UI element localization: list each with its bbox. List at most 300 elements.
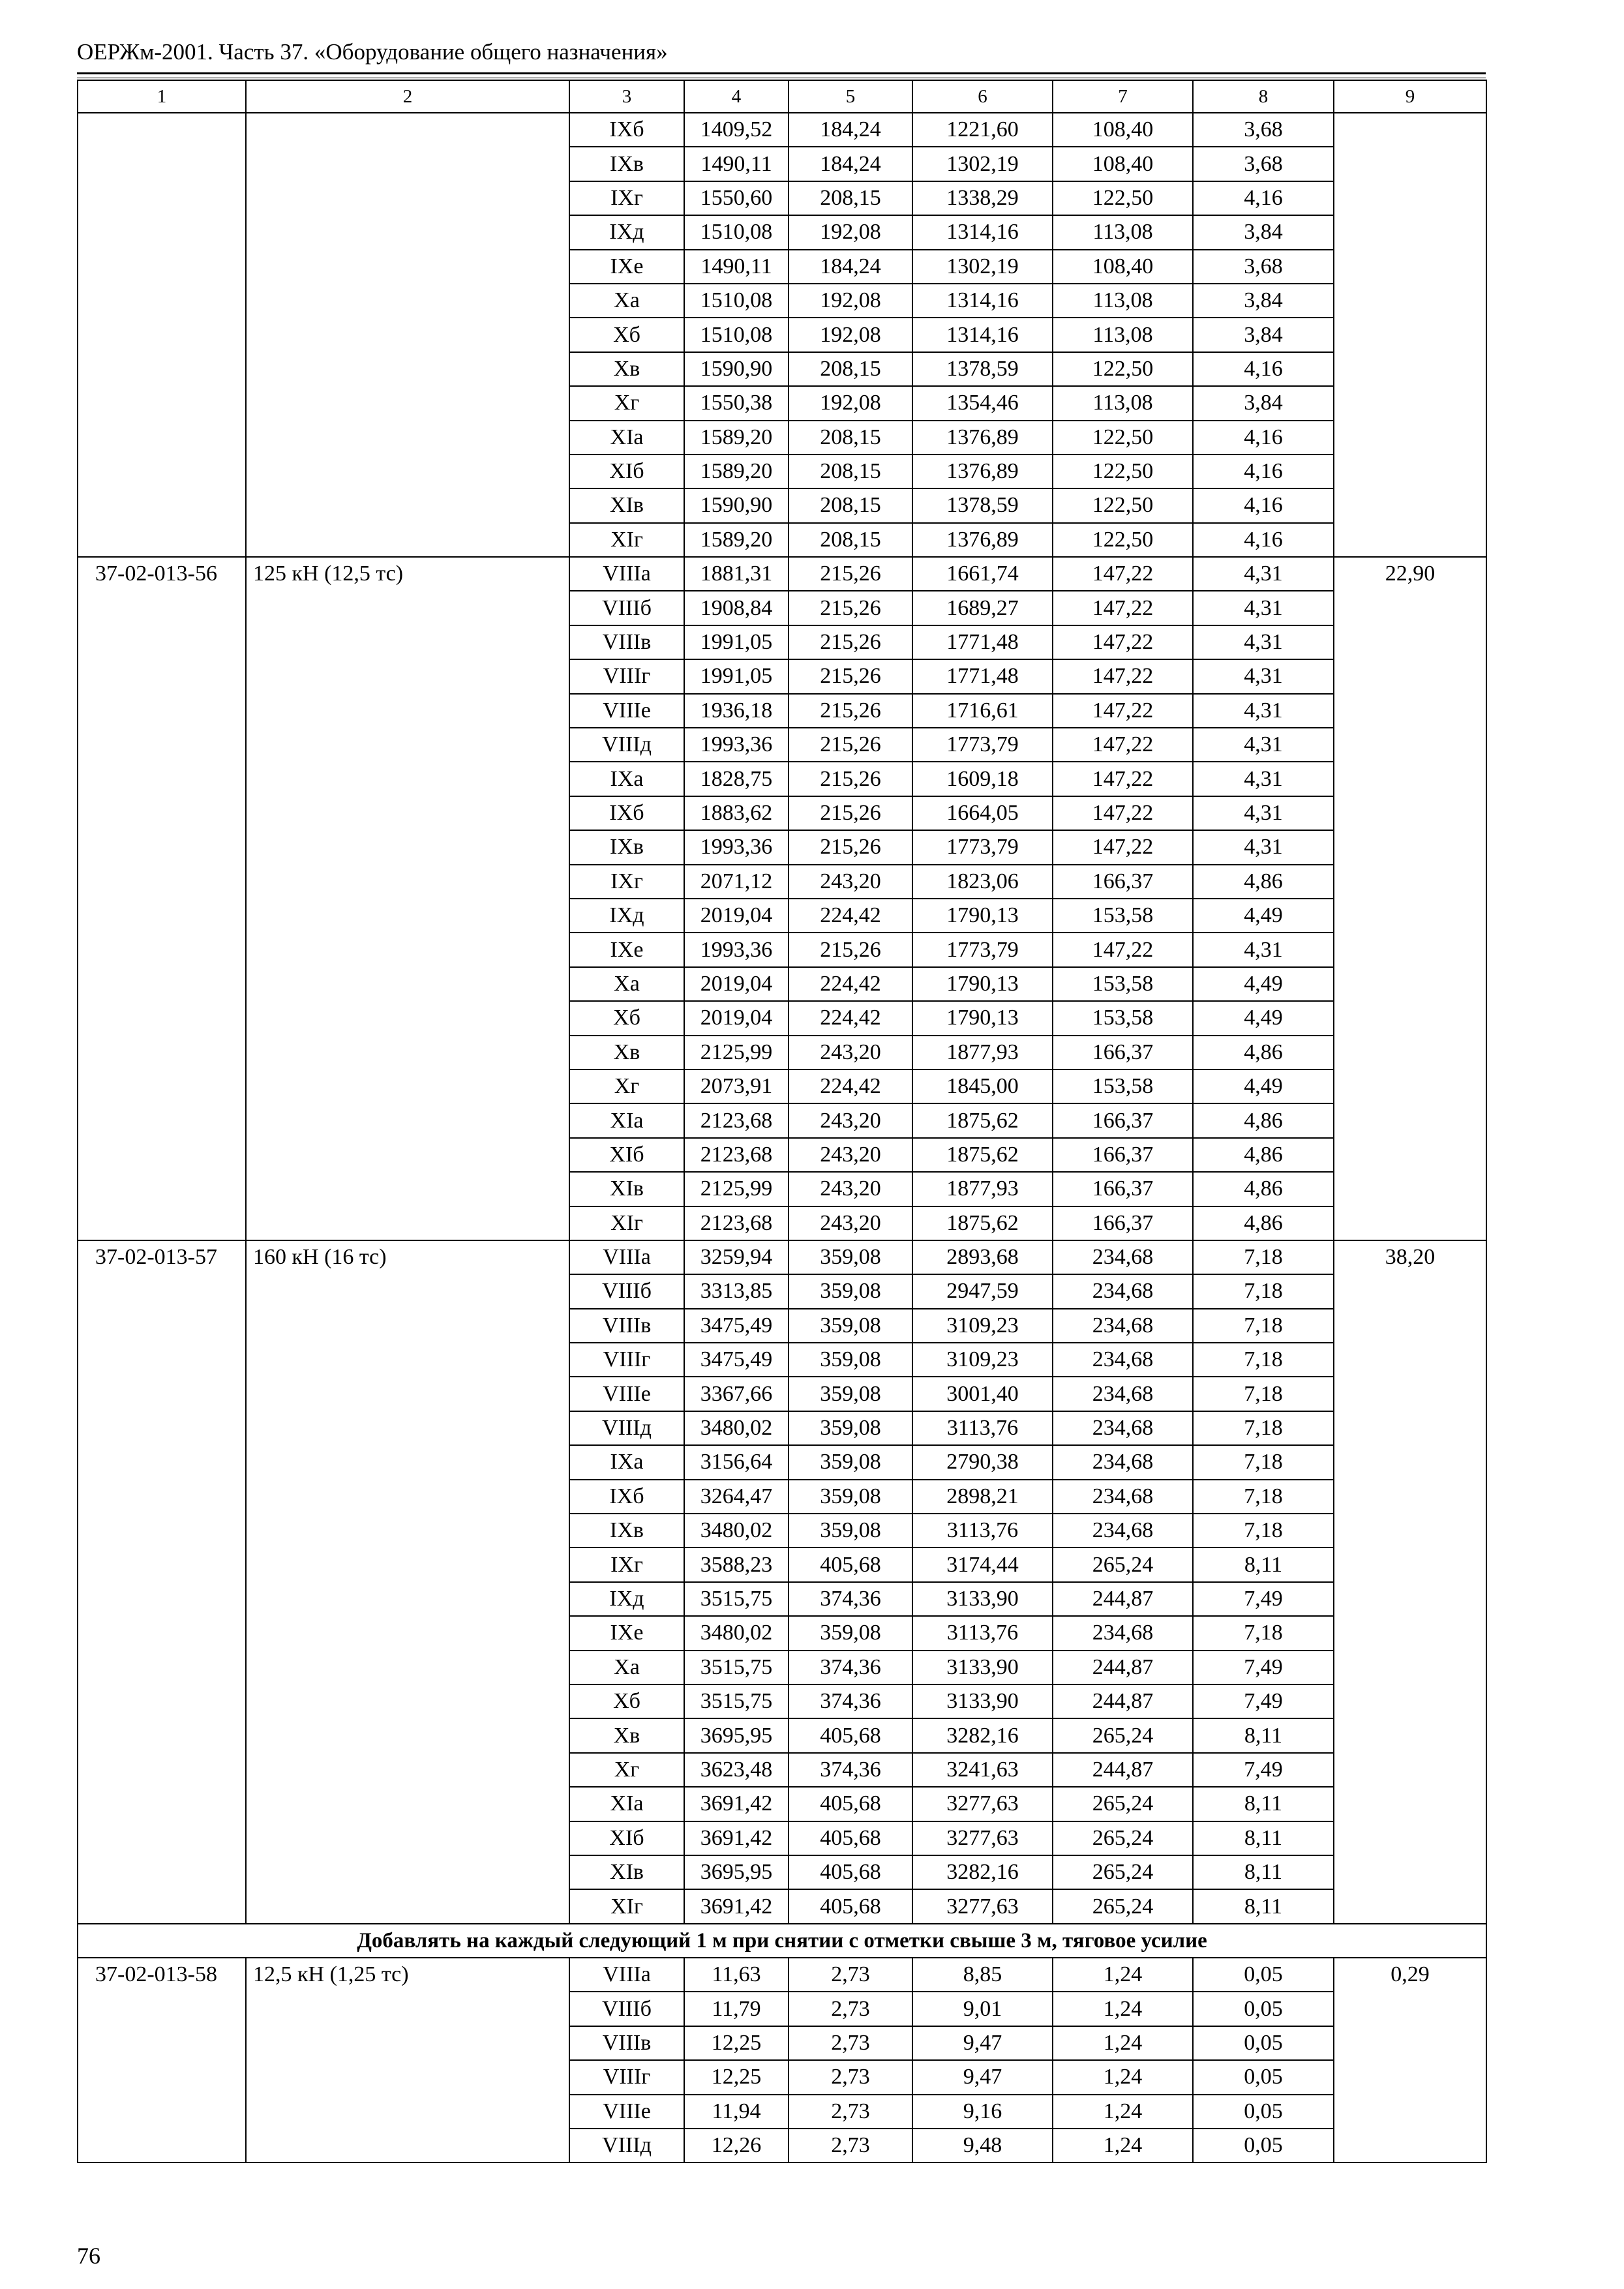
- total-cost: 1991,05: [684, 659, 789, 693]
- labor-hours: 7,49: [1193, 1582, 1334, 1616]
- wages: 359,08: [789, 1240, 912, 1274]
- total-cost: 3259,94: [684, 1240, 789, 1274]
- machine-cost: 1773,79: [912, 728, 1053, 762]
- wages: 359,08: [789, 1411, 912, 1445]
- zone-class: IXб: [569, 113, 684, 147]
- wages: 215,26: [789, 762, 912, 796]
- machine-cost: 3277,63: [912, 1821, 1053, 1855]
- machine-cost: 1302,19: [912, 250, 1053, 284]
- labor-hours: 3,84: [1193, 318, 1334, 352]
- machine-cost: 1790,13: [912, 967, 1053, 1001]
- wages: 359,08: [789, 1377, 912, 1411]
- machine-cost: 3113,76: [912, 1411, 1053, 1445]
- labor-hours: 3,84: [1193, 215, 1334, 249]
- total-cost: 3695,95: [684, 1718, 789, 1752]
- machinist-wages: 122,50: [1053, 523, 1193, 557]
- machine-cost: 1716,61: [912, 694, 1053, 728]
- total-cost: 3515,75: [684, 1651, 789, 1684]
- zone-class: IXб: [569, 1480, 684, 1514]
- machine-cost: 3113,76: [912, 1514, 1053, 1548]
- machine-cost: 1609,18: [912, 762, 1053, 796]
- machine-cost: 3174,44: [912, 1548, 1053, 1581]
- machine-cost: 9,47: [912, 2026, 1053, 2060]
- equipment-name: [246, 113, 569, 557]
- machinist-wages: 166,37: [1053, 1138, 1193, 1172]
- total-cost: 12,25: [684, 2060, 789, 2094]
- wages: 374,36: [789, 1582, 912, 1616]
- machinist-wages: 234,68: [1053, 1343, 1193, 1377]
- wages: 192,08: [789, 386, 912, 420]
- total-cost: 1589,20: [684, 523, 789, 557]
- machinist-wages: 244,87: [1053, 1651, 1193, 1684]
- zone-class: IXe: [569, 1616, 684, 1650]
- wages: 208,15: [789, 352, 912, 386]
- wages: 359,08: [789, 1343, 912, 1377]
- machine-cost: 9,16: [912, 2095, 1053, 2129]
- total-cost: 1881,31: [684, 557, 789, 591]
- total-cost: 1993,36: [684, 728, 789, 762]
- total-cost: 3691,42: [684, 1889, 789, 1923]
- zone-class: IXв: [569, 830, 684, 864]
- zone-class: VIIIa: [569, 557, 684, 591]
- machinist-wages: 265,24: [1053, 1548, 1193, 1581]
- total-cost: 3691,42: [684, 1787, 789, 1821]
- wages: 208,15: [789, 488, 912, 522]
- column-number: 3: [569, 80, 684, 113]
- rate-code: 37-02-013-57: [78, 1240, 246, 1924]
- machinist-wages: 166,37: [1053, 865, 1193, 899]
- wages: 2,73: [789, 2129, 912, 2162]
- wages: 2,73: [789, 2026, 912, 2060]
- labor-hours: 7,18: [1193, 1343, 1334, 1377]
- labor-hours: 8,11: [1193, 1718, 1334, 1752]
- table-row: [78, 113, 1486, 147]
- machinist-wages: 1,24: [1053, 1992, 1193, 2026]
- wages: 224,42: [789, 1070, 912, 1103]
- labor-hours: 7,18: [1193, 1377, 1334, 1411]
- wages: 405,68: [789, 1855, 912, 1889]
- zone-class: VIIIб: [569, 1992, 684, 2026]
- machine-cost: 1689,27: [912, 591, 1053, 625]
- labor-hours: 0,05: [1193, 2026, 1334, 2060]
- wages: 215,26: [789, 694, 912, 728]
- header-rule: [77, 72, 1486, 74]
- total-cost: 2071,12: [684, 865, 789, 899]
- machine-cost: 3133,90: [912, 1582, 1053, 1616]
- labor-hours: 8,11: [1193, 1787, 1334, 1821]
- total-cost: 3480,02: [684, 1616, 789, 1650]
- wages: 243,20: [789, 865, 912, 899]
- labor-hours: 4,86: [1193, 865, 1334, 899]
- section-note: Добавлять на каждый следующий 1 м при снятии с отметки свыше 3 м, тяговое усилие: [78, 1924, 1486, 1958]
- labor-hours: 4,86: [1193, 1138, 1334, 1172]
- wages: 243,20: [789, 1103, 912, 1137]
- zone-class: VIIIa: [569, 1240, 684, 1274]
- labor-hours: 0,05: [1193, 1958, 1334, 1992]
- total-cost: 2019,04: [684, 967, 789, 1001]
- wages: 192,08: [789, 215, 912, 249]
- machine-cost: 1845,00: [912, 1070, 1053, 1103]
- machinist-wages: 1,24: [1053, 2129, 1193, 2162]
- machinist-wages: 1,24: [1053, 1958, 1193, 1992]
- total-cost: 3623,48: [684, 1753, 789, 1787]
- wages: 215,26: [789, 625, 912, 659]
- total-cost: 3264,47: [684, 1480, 789, 1514]
- labor-hours: 4,31: [1193, 762, 1334, 796]
- machine-cost: 3133,90: [912, 1651, 1053, 1684]
- total-cost: 1510,08: [684, 284, 789, 318]
- machinist-wages: 147,22: [1053, 557, 1193, 591]
- machine-cost: 3109,23: [912, 1309, 1053, 1343]
- labor-hours: 3,68: [1193, 250, 1334, 284]
- labor-hours: 7,18: [1193, 1480, 1334, 1514]
- labor-hours: 8,11: [1193, 1548, 1334, 1581]
- wages: 208,15: [789, 523, 912, 557]
- total-cost: 11,63: [684, 1958, 789, 1992]
- machinist-wages: 108,40: [1053, 250, 1193, 284]
- rate-code: [78, 113, 246, 557]
- machinist-wages: 265,24: [1053, 1821, 1193, 1855]
- labor-hours: 0,05: [1193, 2060, 1334, 2094]
- zone-class: XIб: [569, 455, 684, 488]
- labor-hours: 7,18: [1193, 1411, 1334, 1445]
- labor-hours: 8,11: [1193, 1889, 1334, 1923]
- machinist-wages: 244,87: [1053, 1582, 1193, 1616]
- wages: 374,36: [789, 1684, 912, 1718]
- labor-hours: 4,31: [1193, 659, 1334, 693]
- machine-cost: 1378,59: [912, 352, 1053, 386]
- machine-cost: 1354,46: [912, 386, 1053, 420]
- wages: 208,15: [789, 181, 912, 215]
- machinist-wages: 265,24: [1053, 1718, 1193, 1752]
- total-cost: 1589,20: [684, 421, 789, 455]
- machine-cost: 3277,63: [912, 1787, 1053, 1821]
- column-number: 6: [912, 80, 1053, 113]
- zone-class: XIб: [569, 1138, 684, 1172]
- machine-cost: 3241,63: [912, 1753, 1053, 1787]
- wages: 2,73: [789, 1992, 912, 2026]
- zone-class: VIIIв: [569, 625, 684, 659]
- labor-hours: 3,84: [1193, 284, 1334, 318]
- machinist-wages: 147,22: [1053, 591, 1193, 625]
- total-cost: 2125,99: [684, 1172, 789, 1206]
- total-cost: 3515,75: [684, 1582, 789, 1616]
- total-cost: 1409,52: [684, 113, 789, 147]
- table-row: [78, 557, 1486, 591]
- zone-class: IXд: [569, 215, 684, 249]
- wages: 184,24: [789, 113, 912, 147]
- zone-class: XIг: [569, 1206, 684, 1240]
- machinist-wages: 234,68: [1053, 1274, 1193, 1308]
- machine-cost: 1875,62: [912, 1103, 1053, 1137]
- machine-cost: 1314,16: [912, 318, 1053, 352]
- labor-hours: 4,49: [1193, 1001, 1334, 1035]
- zone-class: IXд: [569, 1582, 684, 1616]
- machine-cost: 3282,16: [912, 1855, 1053, 1889]
- labor-hours: 4,49: [1193, 899, 1334, 933]
- total-cost: 1908,84: [684, 591, 789, 625]
- labor-hours: 4,31: [1193, 694, 1334, 728]
- wages: 243,20: [789, 1138, 912, 1172]
- zone-class: VIIIe: [569, 1377, 684, 1411]
- total-cost: 1590,90: [684, 352, 789, 386]
- machinist-wages: 122,50: [1053, 488, 1193, 522]
- zone-class: VIIIг: [569, 1343, 684, 1377]
- machine-cost: 1221,60: [912, 113, 1053, 147]
- equipment-mass: [1334, 113, 1486, 557]
- machinist-wages: 147,22: [1053, 659, 1193, 693]
- zone-class: VIIIг: [569, 2060, 684, 2094]
- labor-hours: 8,11: [1193, 1855, 1334, 1889]
- column-number: 9: [1334, 80, 1486, 113]
- labor-hours: 7,18: [1193, 1514, 1334, 1548]
- zone-class: IXв: [569, 147, 684, 181]
- total-cost: 1550,38: [684, 386, 789, 420]
- zone-class: IXб: [569, 796, 684, 830]
- total-cost: 1590,90: [684, 488, 789, 522]
- zone-class: VIIIг: [569, 659, 684, 693]
- wages: 2,73: [789, 2095, 912, 2129]
- labor-hours: 4,16: [1193, 181, 1334, 215]
- wages: 192,08: [789, 318, 912, 352]
- labor-hours: 4,16: [1193, 523, 1334, 557]
- machine-cost: 3109,23: [912, 1343, 1053, 1377]
- equipment-mass: 38,20: [1334, 1240, 1486, 1924]
- column-number: 2: [246, 80, 569, 113]
- total-cost: 1510,08: [684, 318, 789, 352]
- machinist-wages: 108,40: [1053, 147, 1193, 181]
- zone-class: XIa: [569, 421, 684, 455]
- equipment-name: 160 кН (16 тс): [246, 1240, 569, 1924]
- section-note-row: [78, 1924, 1486, 1958]
- machine-cost: 1875,62: [912, 1138, 1053, 1172]
- labor-hours: 3,84: [1193, 386, 1334, 420]
- machine-cost: 2790,38: [912, 1445, 1053, 1479]
- equipment-mass: 0,29: [1334, 1958, 1486, 2162]
- total-cost: 3515,75: [684, 1684, 789, 1718]
- zone-class: XIa: [569, 1787, 684, 1821]
- machinist-wages: 234,68: [1053, 1309, 1193, 1343]
- labor-hours: 7,18: [1193, 1616, 1334, 1650]
- wages: 184,24: [789, 250, 912, 284]
- labor-hours: 4,16: [1193, 421, 1334, 455]
- labor-hours: 7,18: [1193, 1445, 1334, 1479]
- labor-hours: 4,49: [1193, 967, 1334, 1001]
- column-number-row: [78, 80, 1486, 113]
- labor-hours: 4,16: [1193, 352, 1334, 386]
- machine-cost: 1376,89: [912, 421, 1053, 455]
- wages: 359,08: [789, 1480, 912, 1514]
- labor-hours: 7,18: [1193, 1309, 1334, 1343]
- total-cost: 12,26: [684, 2129, 789, 2162]
- labor-hours: 4,86: [1193, 1103, 1334, 1137]
- wages: 215,26: [789, 591, 912, 625]
- wages: 224,42: [789, 1001, 912, 1035]
- machinist-wages: 147,22: [1053, 762, 1193, 796]
- labor-hours: 7,49: [1193, 1684, 1334, 1718]
- total-cost: 1550,60: [684, 181, 789, 215]
- total-cost: 2019,04: [684, 899, 789, 933]
- machine-cost: 1823,06: [912, 865, 1053, 899]
- wages: 192,08: [789, 284, 912, 318]
- total-cost: 3480,02: [684, 1514, 789, 1548]
- zone-class: VIIIe: [569, 694, 684, 728]
- price-table: [77, 80, 1487, 2163]
- labor-hours: 4,31: [1193, 728, 1334, 762]
- machinist-wages: 122,50: [1053, 421, 1193, 455]
- zone-class: IXг: [569, 181, 684, 215]
- labor-hours: 4,16: [1193, 488, 1334, 522]
- total-cost: 11,94: [684, 2095, 789, 2129]
- wages: 359,08: [789, 1309, 912, 1343]
- machine-cost: 9,47: [912, 2060, 1053, 2094]
- zone-class: VIIIб: [569, 591, 684, 625]
- zone-class: VIIIд: [569, 2129, 684, 2162]
- machinist-wages: 153,58: [1053, 1070, 1193, 1103]
- labor-hours: 4,16: [1193, 455, 1334, 488]
- machine-cost: 1314,16: [912, 284, 1053, 318]
- zone-class: XIв: [569, 488, 684, 522]
- machinist-wages: 108,40: [1053, 113, 1193, 147]
- machine-cost: 1875,62: [912, 1206, 1053, 1240]
- zone-class: IXг: [569, 865, 684, 899]
- zone-class: Xa: [569, 1651, 684, 1684]
- machinist-wages: 166,37: [1053, 1172, 1193, 1206]
- labor-hours: 4,31: [1193, 591, 1334, 625]
- zone-class: Xб: [569, 1001, 684, 1035]
- machine-cost: 1773,79: [912, 830, 1053, 864]
- wages: 243,20: [789, 1172, 912, 1206]
- machine-cost: 1773,79: [912, 933, 1053, 966]
- wages: 2,73: [789, 1958, 912, 1992]
- zone-class: XIa: [569, 1103, 684, 1137]
- zone-class: IXa: [569, 1445, 684, 1479]
- machine-cost: 3277,63: [912, 1889, 1053, 1923]
- column-number: 4: [684, 80, 789, 113]
- machine-cost: 3282,16: [912, 1718, 1053, 1752]
- page-header-title: ОЕРЖм-2001. Часть 37. «Оборудование общего назначения»: [77, 39, 668, 65]
- zone-class: Xв: [569, 352, 684, 386]
- machine-cost: 3001,40: [912, 1377, 1053, 1411]
- machinist-wages: 1,24: [1053, 2060, 1193, 2094]
- machine-cost: 2898,21: [912, 1480, 1053, 1514]
- zone-class: Xг: [569, 1753, 684, 1787]
- zone-class: Xa: [569, 967, 684, 1001]
- total-cost: 3475,49: [684, 1309, 789, 1343]
- labor-hours: 0,05: [1193, 2129, 1334, 2162]
- machinist-wages: 234,68: [1053, 1411, 1193, 1445]
- zone-class: IXд: [569, 899, 684, 933]
- machine-cost: 1376,89: [912, 455, 1053, 488]
- machine-cost: 1877,93: [912, 1036, 1053, 1070]
- machine-cost: 1771,48: [912, 659, 1053, 693]
- wages: 359,08: [789, 1445, 912, 1479]
- wages: 359,08: [789, 1514, 912, 1548]
- labor-hours: 3,68: [1193, 113, 1334, 147]
- total-cost: 1936,18: [684, 694, 789, 728]
- wages: 215,26: [789, 933, 912, 966]
- machinist-wages: 147,22: [1053, 796, 1193, 830]
- machinist-wages: 234,68: [1053, 1514, 1193, 1548]
- total-cost: 2123,68: [684, 1138, 789, 1172]
- table-row: [78, 1240, 1486, 1274]
- machinist-wages: 234,68: [1053, 1240, 1193, 1274]
- machinist-wages: 113,08: [1053, 284, 1193, 318]
- total-cost: 1993,36: [684, 933, 789, 966]
- zone-class: Xг: [569, 1070, 684, 1103]
- machine-cost: 1376,89: [912, 523, 1053, 557]
- zone-class: Xб: [569, 318, 684, 352]
- zone-class: XIв: [569, 1855, 684, 1889]
- total-cost: 1991,05: [684, 625, 789, 659]
- machinist-wages: 166,37: [1053, 1103, 1193, 1137]
- page-number: 76: [77, 2243, 100, 2269]
- machinist-wages: 265,24: [1053, 1787, 1193, 1821]
- wages: 374,36: [789, 1753, 912, 1787]
- machinist-wages: 1,24: [1053, 2095, 1193, 2129]
- labor-hours: 4,31: [1193, 796, 1334, 830]
- wages: 359,08: [789, 1274, 912, 1308]
- equipment-name: 12,5 кН (1,25 тс): [246, 1958, 569, 2162]
- total-cost: 12,25: [684, 2026, 789, 2060]
- column-number: 1: [78, 80, 246, 113]
- wages: 243,20: [789, 1036, 912, 1070]
- machinist-wages: 113,08: [1053, 215, 1193, 249]
- machine-cost: 1661,74: [912, 557, 1053, 591]
- machine-cost: 2893,68: [912, 1240, 1053, 1274]
- wages: 405,68: [789, 1821, 912, 1855]
- total-cost: 3588,23: [684, 1548, 789, 1581]
- machinist-wages: 166,37: [1053, 1036, 1193, 1070]
- machinist-wages: 166,37: [1053, 1206, 1193, 1240]
- labor-hours: 4,31: [1193, 557, 1334, 591]
- wages: 2,73: [789, 2060, 912, 2094]
- total-cost: 2073,91: [684, 1070, 789, 1103]
- machinist-wages: 265,24: [1053, 1855, 1193, 1889]
- machinist-wages: 244,87: [1053, 1753, 1193, 1787]
- wages: 405,68: [789, 1889, 912, 1923]
- labor-hours: 4,86: [1193, 1206, 1334, 1240]
- zone-class: Xв: [569, 1036, 684, 1070]
- table-row: [78, 1958, 1486, 1992]
- zone-class: IXe: [569, 933, 684, 966]
- total-cost: 1510,08: [684, 215, 789, 249]
- machine-cost: 3113,76: [912, 1616, 1053, 1650]
- machine-cost: 9,01: [912, 1992, 1053, 2026]
- labor-hours: 0,05: [1193, 1992, 1334, 2026]
- machinist-wages: 113,08: [1053, 318, 1193, 352]
- machine-cost: 1790,13: [912, 899, 1053, 933]
- total-cost: 1883,62: [684, 796, 789, 830]
- zone-class: VIIIд: [569, 1411, 684, 1445]
- machine-cost: 1664,05: [912, 796, 1053, 830]
- total-cost: 1993,36: [684, 830, 789, 864]
- total-cost: 3313,85: [684, 1274, 789, 1308]
- wages: 215,26: [789, 557, 912, 591]
- total-cost: 2123,68: [684, 1206, 789, 1240]
- wages: 208,15: [789, 421, 912, 455]
- wages: 405,68: [789, 1718, 912, 1752]
- total-cost: 1490,11: [684, 250, 789, 284]
- machinist-wages: 147,22: [1053, 625, 1193, 659]
- machinist-wages: 122,50: [1053, 352, 1193, 386]
- zone-class: XIб: [569, 1821, 684, 1855]
- labor-hours: 4,86: [1193, 1036, 1334, 1070]
- machinist-wages: 234,68: [1053, 1616, 1193, 1650]
- labor-hours: 8,11: [1193, 1821, 1334, 1855]
- wages: 215,26: [789, 728, 912, 762]
- wages: 405,68: [789, 1548, 912, 1581]
